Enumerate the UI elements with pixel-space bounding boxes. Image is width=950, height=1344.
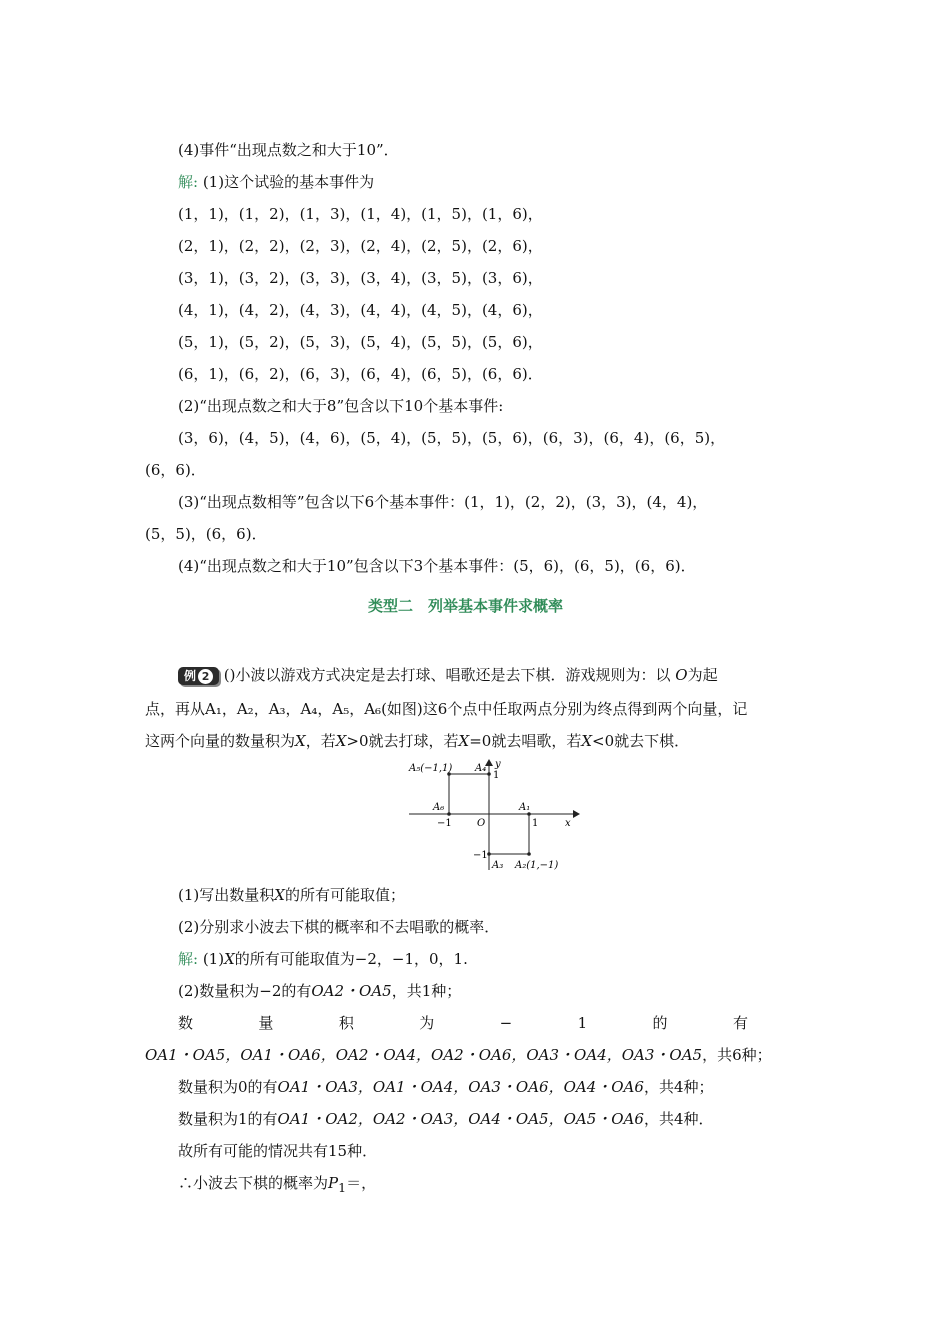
answer-4-line	[178, 1077, 713, 1097]
answer-total: 故所有可能的情况共有15种．	[178, 1142, 378, 1160]
answer-text: (2)数量积为−2的有	[178, 982, 312, 1000]
answer-text: 的所有可能取值为−2，−1，0，1.	[234, 950, 468, 968]
answer-text: 数量积为0的有	[178, 1078, 278, 1096]
question-text: (1)写出数量积	[178, 886, 275, 904]
x-axis-arrow	[573, 810, 580, 818]
justified-char: 1	[577, 1014, 588, 1032]
solution-2-line: (3，6)，(4，5)，(4，6)，(5，4)，(5，5)，(5，6)，(6，3)，(6，4)，(6，5)，	[178, 429, 726, 447]
answer-text: (1)	[198, 950, 225, 968]
label-A2: A₂(1,−1)	[515, 860, 559, 871]
question-text: 的所有可能取值；	[284, 886, 405, 904]
justified-char: 积	[338, 1014, 354, 1032]
label-A1: A₁	[519, 802, 531, 813]
basic-events-row: (2，1)，(2，2)，(2，3)，(2，4)，(2，5)，(2，6)，	[178, 237, 543, 255]
justified-char: 有	[732, 1014, 748, 1032]
answer-1	[178, 949, 468, 969]
basic-events-row: (1，1)，(1，2)，(1，3)，(1，4)，(1，5)，(1，6)，	[178, 205, 543, 223]
answer-text: ，共6种；	[702, 1046, 772, 1064]
question-var-X: X	[274, 886, 285, 904]
vector-figure	[405, 754, 585, 874]
vector-product: OA1・OA2，OA2・OA3，OA4・OA5，OA5・OA6	[277, 1110, 644, 1128]
question-2: (2)分别求小波去下棋的概率和不去唱歌的概率．	[178, 918, 500, 936]
example-text: =0就去唱歌，若	[469, 732, 582, 750]
example-text: <0就去下棋．	[592, 732, 690, 750]
question-1	[178, 885, 405, 905]
label-x-axis: x	[565, 818, 571, 829]
point-A6	[447, 812, 451, 816]
example-badge-number: 2	[198, 669, 213, 684]
justified-char: −	[499, 1014, 513, 1032]
answer-5-line	[178, 1109, 713, 1129]
event-4-text: (4)事件“出现点数之和大于10”．	[178, 141, 399, 159]
section-title: 类型二 列举基本事件求概率	[368, 597, 564, 615]
example-badge	[178, 667, 219, 685]
square-upper-left	[449, 774, 489, 814]
point-A2	[527, 852, 531, 856]
vector-product: OA2・OA5	[311, 982, 392, 1000]
example-line-1	[178, 665, 718, 685]
example-var-X: X	[581, 732, 593, 750]
vector-product: OA1・OA5，OA1・OA6，OA2・OA4，OA2・OA6，OA3・OA4，OA3・OA5	[145, 1046, 703, 1064]
example-var-X: X	[295, 732, 306, 750]
answer-probability	[178, 1173, 376, 1198]
example-line-2: 点，再从A₁，A₂，A₃，A₄，A₅，A₆(如图)这6个点中任取两点分别为终点得到两个向量，记	[145, 700, 748, 718]
solution-3-line: (3)“出现点数相等”包含以下6个基本事件：(1，1)，(2，2)，(3，3)，(4，4)，	[178, 493, 708, 511]
vector-product: OA1・OA3，OA1・OA4，OA3・OA6，OA4・OA6	[277, 1078, 644, 1096]
label-y-neg-one: −1	[473, 850, 488, 861]
label-y-one: 1	[493, 770, 500, 781]
label-A6: A₆	[433, 802, 445, 813]
answer-3-line	[145, 1045, 772, 1065]
example-badge-text: 例	[184, 669, 197, 683]
basic-events-row: (3，1)，(3，2)，(3，3)，(3，4)，(3，5)，(3，6)，	[178, 269, 543, 287]
square-lower-right	[489, 814, 529, 854]
solution-1-intro-text: (1)这个试验的基本事件为	[198, 173, 375, 191]
basic-events-row: (5，1)，(5，2)，(5，3)，(5，4)，(5，5)，(5，6)，	[178, 333, 543, 351]
answer-text: 数量积为1的有	[178, 1110, 278, 1128]
point-A4	[487, 772, 491, 776]
answer-text: ，共4种；	[643, 1078, 714, 1096]
answer-justified-line	[178, 1013, 748, 1033]
answer-text: ，共4种．	[643, 1110, 714, 1128]
answer-var-X: X	[224, 950, 235, 968]
solution-4-line: (4)“出现点数之和大于10”包含以下3个基本事件：(5，6)，(6，5)，(6，6)．	[178, 557, 696, 575]
label-x-one: 1	[532, 818, 539, 829]
justified-char: 为	[419, 1014, 435, 1032]
solution-2-line: (2)“出现点数之和大于8”包含以下10个基本事件:	[178, 397, 504, 415]
example-var-X: X	[458, 732, 470, 750]
answer-text: ＝，	[346, 1174, 377, 1192]
label-A5: A₅(−1,1)	[409, 763, 453, 774]
example-text: ，若	[305, 732, 336, 750]
example-line-3	[145, 731, 689, 751]
label-y-axis: y	[495, 759, 501, 770]
example-var-X: X	[335, 732, 347, 750]
label-A4: A₄	[475, 763, 487, 774]
basic-events-row: (4，1)，(4，2)，(4，3)，(4，4)，(4，5)，(4，6)，	[178, 301, 543, 319]
example-text: 这两个向量的数量积为	[145, 732, 296, 750]
solution-3-line: (5，5)，(6，6)．	[145, 525, 267, 543]
label-x-neg-one: −1	[437, 818, 452, 829]
answer-2-line	[178, 981, 461, 1001]
justified-char: 的	[652, 1014, 668, 1032]
example-text: >0就去打球，若	[346, 732, 459, 750]
solution-1-intro	[178, 172, 374, 192]
probability-subscript: 1	[338, 1180, 347, 1195]
answer-text: ∴小波去下棋的概率为	[178, 1174, 329, 1192]
solution-label: 解:	[178, 950, 199, 968]
label-origin: O	[477, 818, 486, 829]
solution-2-line: (6，6)．	[145, 461, 206, 479]
justified-char: 数	[178, 1014, 194, 1032]
justified-char: 量	[258, 1014, 274, 1032]
example-text: ()小波以游戏方式决定是去打球、唱歌还是去下棋．游戏规则为：以	[223, 666, 676, 684]
basic-events-row: (6，1)，(6，2)，(6，3)，(6，4)，(6，5)，(6，6)．	[178, 365, 543, 383]
label-A3: A₃	[492, 860, 504, 871]
solution-label: 解:	[178, 173, 199, 191]
probability-var: P	[328, 1174, 339, 1192]
example-var-O: O	[675, 666, 688, 684]
answer-text: ，共1种；	[391, 982, 462, 1000]
example-text: 为起	[687, 666, 718, 684]
